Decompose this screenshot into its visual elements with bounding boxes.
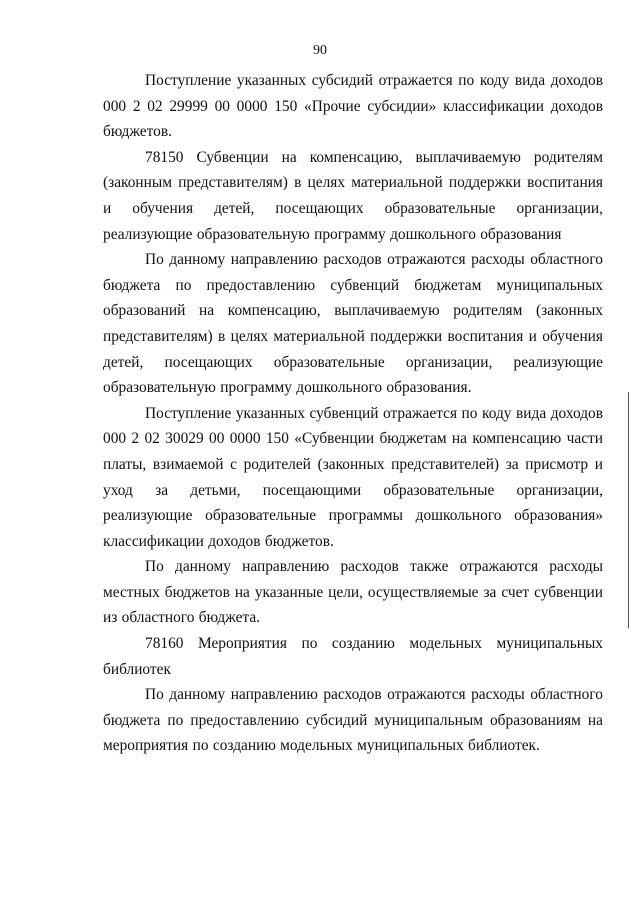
paragraph: Поступление указанных субсидий отражается по коду вида доходов 000 2 02 29999 00 0000 150 «Прочие субсидии» классификации доходов бюджетов. bbox=[103, 72, 603, 141]
paragraph: 78150 Субвенции на компенсацию, выплачиваемую родителям (законным представителям) в целях материальной поддержки воспитания и обучения детей, посещающих образовательные организации, реализующие образовательную программу дошкольного образования bbox=[103, 148, 603, 243]
paragraph: По данному направлению расходов отражаются расходы областного бюджета по предоставлению субсидий муниципальным образованиям на мероприятия по созданию модельных муниципальных библиотек. bbox=[103, 686, 603, 755]
paragraph: Поступление указанных субвенций отражается по коду вида доходов 000 2 02 30029 00 0000 150 «Субвенции бюджетам на компенсацию части платы, взимаемой с родителей (законных представителей) за присмотр и уход за детьми, посещающими образовательные организации, реализующие образовательные программы дошкольного образования» классификации доходов бюджетов. bbox=[103, 404, 603, 550]
page-number: 90 bbox=[313, 43, 327, 58]
paragraph: По данному направлению расходов также отражаются расходы местных бюджетов на указанные цели, осуществляемые за счет субвенции из областного бюджета. bbox=[103, 558, 603, 627]
paragraph: По данному направлению расходов отражаются расходы областного бюджета по предоставлению субвенций бюджетам муниципальных образований на компенсацию, выплачиваемую родителям (законных представителям) в целях материальной поддержки воспитания и обучения детей, посещающих образовательные организации, реализующие образовательную программу дошкольного образования. bbox=[103, 251, 603, 397]
document-body bbox=[103, 68, 603, 759]
scan-edge-line bbox=[628, 392, 629, 628]
paragraph: 78160 Мероприятия по созданию модельных муниципальных библиотек bbox=[103, 635, 603, 678]
